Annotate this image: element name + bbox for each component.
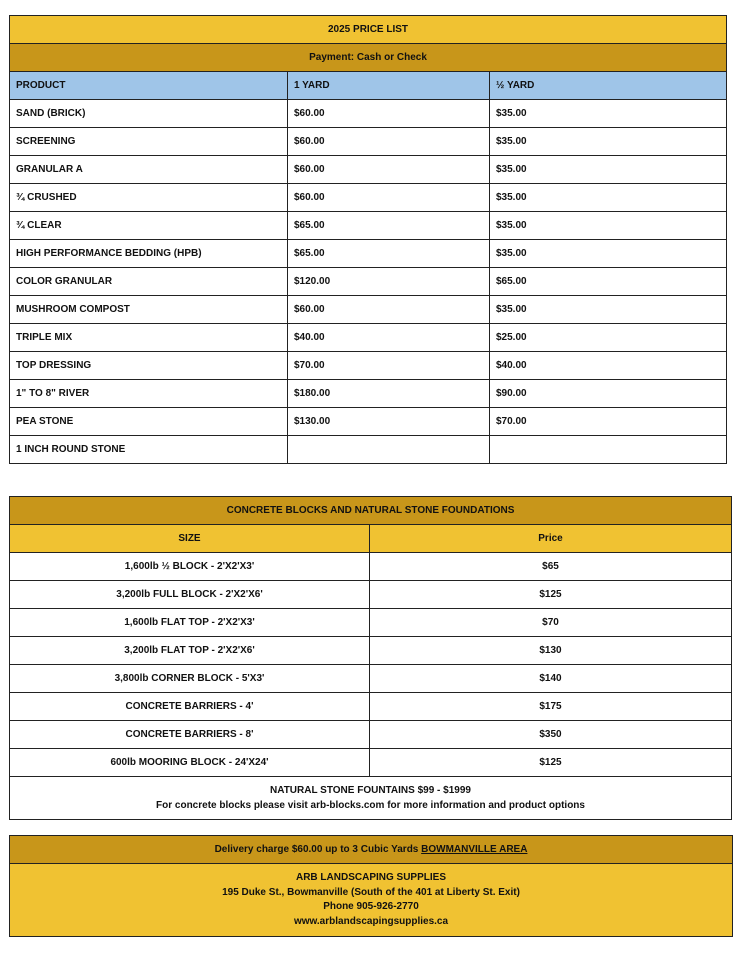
price-list-rows [10,100,727,464]
product-row [10,408,727,436]
product-name: COLOR GRANULAR [10,268,288,296]
price-list-header-row [10,72,727,100]
price-one-yard: $180.00 [288,380,490,408]
product-row [10,212,727,240]
blocks-title: CONCRETE BLOCKS AND NATURAL STONE FOUNDATIONS [10,497,732,525]
block-row [10,637,732,665]
price-half-yard: $35.00 [490,184,727,212]
block-size: CONCRETE BARRIERS - 8' [10,721,370,749]
payment-row [10,44,727,72]
price-one-yard: $60.00 [288,184,490,212]
block-row [10,609,732,637]
product-row [10,100,727,128]
block-row [10,693,732,721]
product-name: TRIPLE MIX [10,324,288,352]
product-name: GRANULAR A [10,156,288,184]
block-size: 3,200lb FLAT TOP - 2'X2'X6' [10,637,370,665]
product-row [10,240,727,268]
payment-info: Payment: Cash or Check [10,44,727,72]
price-list-title: 2025 PRICE LIST [10,16,727,44]
header-one-yard: 1 YARD [288,72,490,100]
header-price: Price [370,525,732,553]
delivery-text: Delivery charge $60.00 up to 3 Cubic Yards [214,844,422,855]
price-half-yard: $70.00 [490,408,727,436]
product-name: TOP DRESSING [10,352,288,380]
price-one-yard: $65.00 [288,212,490,240]
company-name: ARB LANDSCAPING SUPPLIES [295,872,446,883]
product-name: SCREENING [10,128,288,156]
price-one-yard: $60.00 [288,296,490,324]
price-one-yard: $65.00 [288,240,490,268]
company-address: 195 Duke St., Bowmanville (South of the 401 at Liberty St. Exit) [222,886,520,898]
product-row [10,296,727,324]
product-row [10,352,727,380]
price-list-table [9,15,727,464]
product-name: 1 INCH ROUND STONE [10,436,288,464]
block-price: $130 [370,637,732,665]
price-one-yard: $120.00 [288,268,490,296]
product-name: MUSHROOM COMPOST [10,296,288,324]
price-one-yard: $60.00 [288,100,490,128]
price-half-yard: $35.00 [490,240,727,268]
price-one-yard: $40.00 [288,324,490,352]
header-half-yard: ½ YARD [490,72,727,100]
price-half-yard: $35.00 [490,296,727,324]
block-size: 600lb MOORING BLOCK - 24'X24' [10,749,370,777]
price-half-yard: $25.00 [490,324,727,352]
price-list-title-row [10,16,727,44]
blocks-website-note: For concrete blocks please visit arb-blocks.com for more information and product options [156,800,585,811]
product-name: SAND (BRICK) [10,100,288,128]
product-row [10,380,727,408]
block-row [10,665,732,693]
price-half-yard: $90.00 [490,380,727,408]
product-name: 1" TO 8" RIVER [10,380,288,408]
price-half-yard: $40.00 [490,352,727,380]
blocks-header-row [10,525,732,553]
block-price: $65 [370,553,732,581]
block-row [10,721,732,749]
footer-table [9,835,733,937]
delivery-area: BOWMANVILLE AREA [421,844,528,855]
product-name: ¾ CLEAR [10,212,288,240]
block-size: 3,800lb CORNER BLOCK - 5'X3' [10,665,370,693]
price-one-yard: $60.00 [288,128,490,156]
company-phone: Phone 905-926-2770 [323,901,419,912]
delivery-row [10,836,733,864]
product-row [10,128,727,156]
product-name: ¾ CRUSHED [10,184,288,212]
product-row [10,268,727,296]
block-price: $125 [370,749,732,777]
price-half-yard [490,436,727,464]
block-price: $70 [370,609,732,637]
price-one-yard [288,436,490,464]
address-row [10,864,733,937]
concrete-blocks-table [9,496,732,820]
block-size: 1,600lb ½ BLOCK - 2'X2'X3' [10,553,370,581]
delivery-info [10,836,733,864]
fountains-note: NATURAL STONE FOUNTAINS $99 - $1999 [270,785,471,796]
blocks-note [10,777,732,820]
header-product: PRODUCT [10,72,288,100]
price-one-yard: $70.00 [288,352,490,380]
block-price: $175 [370,693,732,721]
blocks-rows [10,553,732,777]
company-website[interactable]: www.arblandscapingsupplies.ca [293,915,449,927]
price-half-yard: $35.00 [490,212,727,240]
block-size: 1,600lb FLAT TOP - 2'X2'X3' [10,609,370,637]
company-info [10,864,733,937]
header-size: SIZE [10,525,370,553]
price-half-yard: $35.00 [490,100,727,128]
blocks-note-row [10,777,732,820]
blocks-title-row [10,497,732,525]
product-row [10,436,727,464]
price-half-yard: $35.00 [490,128,727,156]
block-price: $350 [370,721,732,749]
product-row [10,156,727,184]
price-half-yard: $35.00 [490,156,727,184]
block-size: CONCRETE BARRIERS - 4' [10,693,370,721]
block-price: $125 [370,581,732,609]
product-row [10,324,727,352]
block-row [10,581,732,609]
block-price: $140 [370,665,732,693]
price-one-yard: $130.00 [288,408,490,436]
product-name: HIGH PERFORMANCE BEDDING (HPB) [10,240,288,268]
product-name: PEA STONE [10,408,288,436]
price-one-yard: $60.00 [288,156,490,184]
product-row [10,184,727,212]
price-half-yard: $65.00 [490,268,727,296]
block-row [10,749,732,777]
block-size: 3,200lb FULL BLOCK - 2'X2'X6' [10,581,370,609]
block-row [10,553,732,581]
